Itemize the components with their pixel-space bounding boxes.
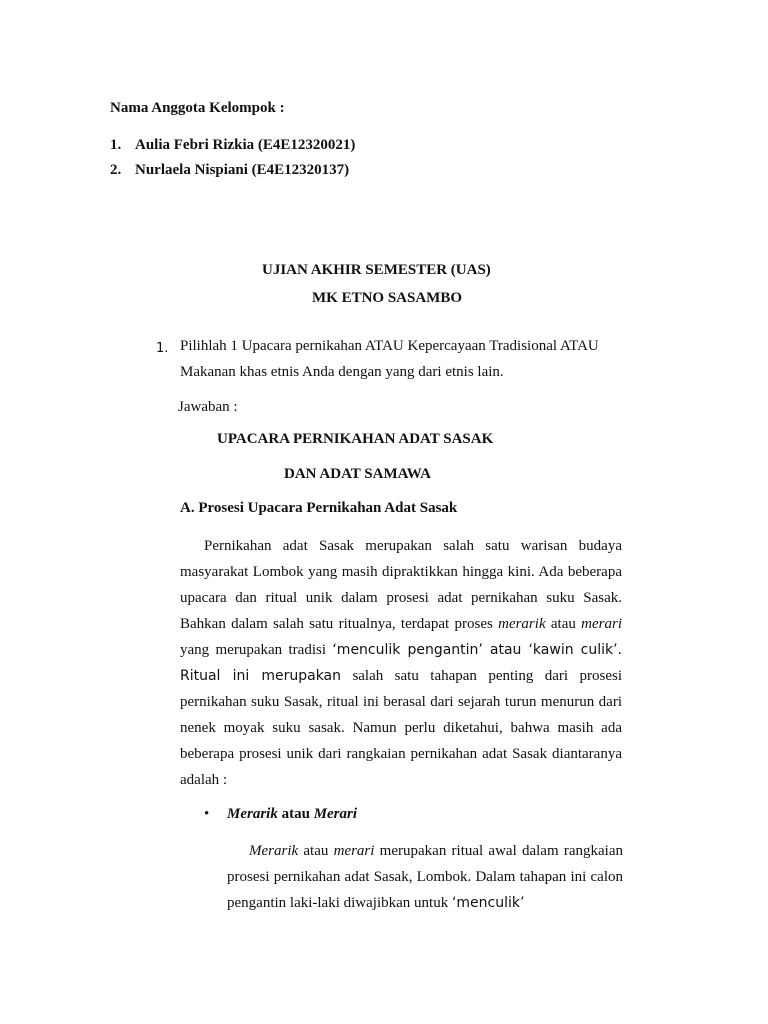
member-name-1: Aulia Febri Rizkia (E4E12320021)	[135, 137, 356, 153]
paragraph-text-or: atau	[545, 616, 582, 632]
bullet-para-text-or: atau	[298, 843, 334, 859]
bullet-icon: •	[204, 806, 210, 822]
bullet-paragraph	[227, 838, 623, 916]
bullet-term-merari: Merari	[313, 806, 358, 822]
term-merarik: merarik	[498, 616, 546, 632]
group-members-label: Nama Anggota Kelompok :	[110, 100, 285, 116]
bullet-term-merarik: Merarik	[227, 806, 278, 822]
bullet-heading	[227, 806, 357, 823]
answer-title-line-2: DAN ADAT SAMAWA	[284, 466, 431, 482]
term-merari: merari	[581, 616, 622, 632]
answer-label: Jawaban :	[178, 399, 238, 415]
bullet-para-term-merarik: Merarik	[249, 843, 299, 859]
paragraph-handwritten-font-text: ‘menculik pengantin’ atau ‘kawin culik’. Ritual ini merupakan	[180, 642, 622, 684]
paragraph-text-2: yang merupakan tradisi	[180, 642, 333, 658]
section-a-heading: A. Prosesi Upacara Pernikahan Adat Sasak	[180, 500, 458, 516]
bullet-para-term-merari: merari	[333, 843, 375, 859]
bullet-para-handwritten-font-text: ‘menculik’	[451, 895, 525, 911]
paragraph-text-1: Pernikahan adat Sasak merupakan salah satu warisan budaya masyarakat Lombok yang masih dipraktikkan hingga kini. Ada beberapa upacara dan ritual unik dalam prosesi adat pernikahan suku Sasak. Bahkan dalam salah satu ritualnya, terdapat proses	[180, 538, 622, 632]
question-line-1: Pilihlah 1 Upacara pernikahan ATAU Kepercayaan Tradisional ATAU	[180, 338, 599, 354]
course-title: MK ETNO SASAMBO	[312, 290, 463, 306]
paragraph-text-3: salah satu tahapan penting dari prosesi pernikahan suku Sasak, ritual ini berasal dari sejarah turun menurun dari nenek moyak suku sasak. Namun perlu diketahui, bahwa masih ada beberapa prosesi unik dari rangkaian pernikahan adat Sasak diantaranya adalah :	[180, 668, 622, 788]
question-number: 1.	[156, 341, 169, 356]
question-line-2: Makanan khas etnis Anda dengan yang dari etnis lain.	[180, 364, 504, 380]
bullet-para-text: merupakan ritual awal dalam rangkaian prosesi pernikahan adat Sasak, Lombok. Dalam tahapan ini calon pengantin laki-laki diwajibkan untuk	[227, 843, 623, 911]
main-paragraph	[180, 533, 622, 793]
member-name-2: Nurlaela Nispiani (E4E12320137)	[135, 162, 350, 178]
member-number-1: 1.	[110, 137, 122, 153]
bullet-term-or: atau	[277, 806, 314, 822]
answer-title-line-1: UPACARA PERNIKAHAN ADAT SASAK	[217, 431, 494, 447]
exam-title: UJIAN AKHIR SEMESTER (UAS)	[262, 262, 491, 278]
member-number-2: 2.	[110, 162, 122, 178]
